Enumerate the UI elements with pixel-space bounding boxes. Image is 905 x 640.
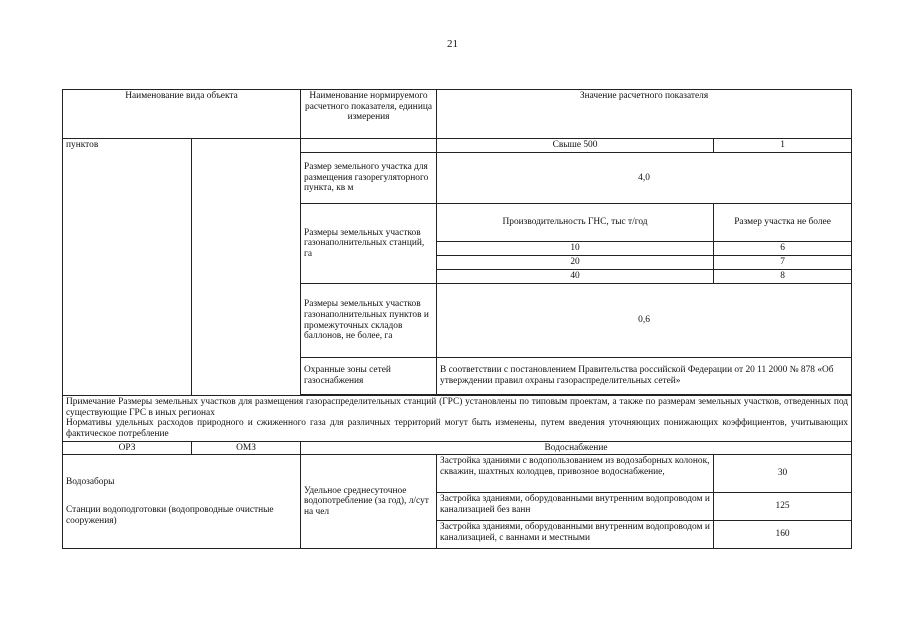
col-orz: ОРЗ [63,441,192,455]
note-line: Нормативы удельных расходов природного и сжиженного газа для различных территорий могут быть изменены, путем введения уточняющих понижающих коэффициентов, учитывающих фактическое потребление [66,418,849,439]
header-indicator: Наименование нормируемого расчетного показателя, единица измерения [301,90,437,139]
water-indicator: Удельное среднесуточное водопотребление (за год), л/сут на чел [301,455,437,549]
water-objects-cell [63,455,301,549]
zone-value: В соответствии с постановлением Правительства российской Федерации от 20 11 2000 № 878 «Об утверждении правил охраны газораспределительных сетей» [437,358,852,395]
water-object: Водозаборы [66,476,115,487]
grp-indicator: Размер земельного участка для размещения газорегуляторного пункта, кв м [301,153,437,204]
gns-size: 6 [714,242,852,256]
water-desc: Застройка зданиями, оборудованными внутренним водопроводом и канализацией без ванн [437,493,714,521]
gns-indicator: Размеры земельных участков газонаполнительных станций, га [301,204,437,284]
table-header-row [63,90,852,139]
water-desc: Застройка зданиями, оборудованными внутренним водопроводом и канализацией, с ваннами и местными [437,521,714,549]
note-line: Примечание Размеры земельных участков для размещения газораспределительных станций (ГРС) установлены по типовым проектам, а также по размерам земельных участков, отведенных под существующие ГРС в иных регионах [66,397,849,418]
page-number: 21 [447,38,458,50]
gns-size: 8 [714,270,852,284]
gns-size-header: Размер участка не более [714,204,852,242]
water-object: Станции водоподготовки (водопроводные очистные сооружения) [66,505,274,526]
gnp-value: 0,6 [437,284,852,358]
water-value: 30 [714,455,852,493]
gns-capacity: 40 [437,270,714,284]
water-desc: Застройка зданиями с водопользованием из водозаборных колонок, скважин, шахтных колодцев, привозное водоснабжение, [437,455,714,493]
water-value: 125 [714,493,852,521]
empty-cell [301,139,437,153]
gns-capacity: 20 [437,256,714,270]
gns-size: 7 [714,256,852,270]
table-row [63,139,852,153]
header-object-type: Наименование вида объекта [63,90,301,139]
table-row [63,455,852,493]
empty-cell [192,139,301,396]
norms-table [62,89,852,549]
gns-capacity-header: Производительность ГНС, тыс т/год [437,204,714,242]
note-row [63,396,852,442]
water-value: 160 [714,521,852,549]
over500-label: Свыше 500 [437,139,714,153]
gns-capacity: 10 [437,242,714,256]
object-name-cell: пунктов [63,139,192,396]
grp-value: 4,0 [437,153,852,204]
over500-value: 1 [714,139,852,153]
gnp-indicator: Размеры земельных участков газонаполнительных пунктов и промежуточных складов баллонов, не более, га [301,284,437,358]
water-section-header [63,441,852,455]
header-value: Значение расчетного показателя [437,90,852,139]
note-cell [63,396,852,442]
water-title: Водоснабжение [301,441,852,455]
zone-indicator: Охранные зоны сетей газоснабжения [301,358,437,395]
col-omz: ОМЗ [192,441,301,455]
